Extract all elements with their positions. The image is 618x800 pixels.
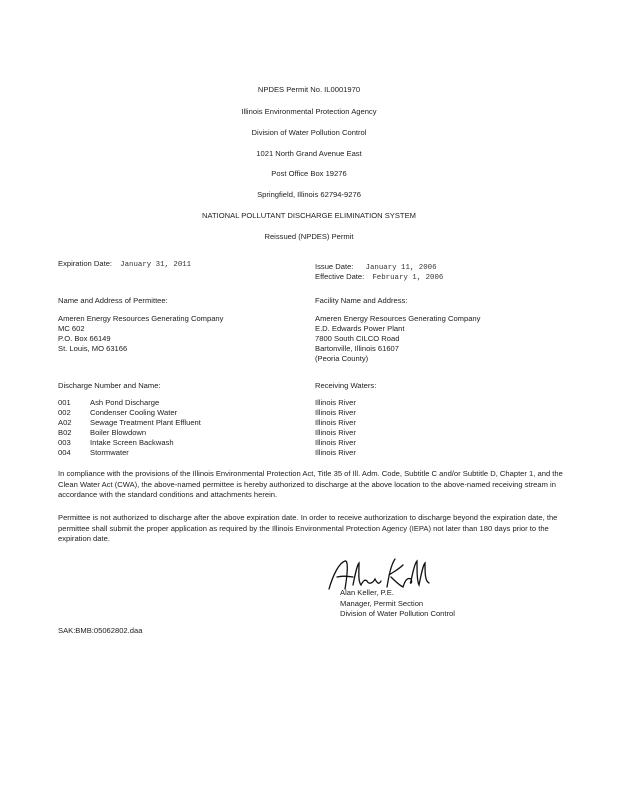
signer-name: Alan Keller, P.E.: [340, 588, 394, 597]
facility-line: E.D. Edwards Power Plant: [315, 324, 405, 333]
discharge-number: A02: [58, 418, 72, 427]
expiration-paragraph: Permittee is not authorized to discharge after the above expiration date. In order to receive authorization to discharge beyond the expiration date, the permittee shall submit the proper application as required by the Illinois Environmental Protection Agency (IEPA) not later than 180 days prior to the expiration date.: [58, 513, 558, 543]
compliance-paragraph: In compliance with the provisions of the Illinois Environmental Protection Act, Title 35 of Ill. Adm. Code, Subtitle C and/or Subtitle D, Chapter 1, and the Clean Water Act (CWA), the above-named permittee is hereby authorized to discharge at the above location to the above-named receiving stream in accordance with the standard conditions and attachments herein.: [58, 469, 563, 499]
discharge-number: 003: [58, 438, 71, 447]
discharge-name: Condenser Cooling Water: [90, 408, 178, 417]
facility-line: 7800 South CILCO Road: [315, 334, 400, 343]
receiving-waters-heading: Receiving Waters:: [315, 381, 377, 390]
effective-date-label: Effective Date:: [315, 272, 365, 281]
effective-date-value: February 1, 2006: [372, 274, 444, 282]
agency-po-box: Post Office Box 19276: [271, 169, 347, 178]
discharge-name: Boiler Blowdown: [90, 428, 147, 437]
permittee-line: MC 602: [58, 324, 85, 333]
discharge-number: 001: [58, 398, 71, 407]
issue-date: [315, 262, 437, 272]
permittee-line: Ameren Energy Resources Generating Company: [58, 314, 224, 323]
agency-street: 1021 North Grand Avenue East: [256, 149, 362, 158]
effective-date: [315, 272, 443, 282]
receiving-water: Illinois River: [315, 438, 356, 447]
expiration-date: [58, 259, 191, 269]
discharge-number: 004: [58, 448, 71, 457]
facility-line: (Peoria County): [315, 354, 369, 363]
issue-date-label: Issue Date:: [315, 262, 354, 271]
facility-address: [315, 314, 480, 364]
receiving-water: Illinois River: [315, 448, 356, 457]
receiving-water: Illinois River: [315, 418, 356, 427]
facility-line: Ameren Energy Resources Generating Company: [315, 314, 481, 323]
facility-line: Bartonville, Illinois 61607: [315, 344, 400, 353]
receiving-water: Illinois River: [315, 408, 356, 417]
agency-city: Springfield, Illinois 62794-9276: [257, 190, 361, 199]
division-name: Division of Water Pollution Control: [251, 128, 367, 137]
permittee-heading: Name and Address of Permittee:: [58, 296, 168, 305]
signature-block: [340, 588, 455, 620]
discharge-name: Sewage Treatment Plant Effluent: [90, 418, 201, 427]
discharge-number: 002: [58, 408, 71, 417]
file-reference: SAK:BMB:05062802.daa: [58, 626, 143, 635]
system-title: NATIONAL POLLUTANT DISCHARGE ELIMINATION SYSTEM: [202, 211, 416, 220]
discharge-name: Stormwater: [90, 448, 129, 457]
receiving-water: Illinois River: [315, 428, 356, 437]
signer-title: Manager, Permit Section: [340, 598, 424, 608]
signer-division: Division of Water Pollution Control: [340, 609, 455, 618]
discharge-number: B02: [58, 428, 72, 437]
permit-type: Reissued (NPDES) Permit: [264, 232, 354, 241]
receiving-water: Illinois River: [315, 398, 356, 407]
permit-number: NPDES Permit No. IL0001970: [257, 85, 361, 94]
issue-date-value: January 11, 2006: [365, 264, 437, 272]
discharge-name: Intake Screen Backwash: [90, 438, 174, 447]
agency-name: Illinois Environmental Protection Agency: [241, 107, 377, 116]
permittee-line: St. Louis, MO 63166: [58, 344, 128, 353]
expiration-date-value: January 31, 2011: [120, 261, 192, 269]
discharge-name: Ash Pond Discharge: [90, 398, 160, 407]
expiration-date-label: Expiration Date:: [58, 259, 113, 268]
permittee-address: [58, 314, 223, 354]
facility-heading: Facility Name and Address:: [315, 296, 408, 305]
permittee-line: P.O. Box 66149: [58, 334, 111, 343]
discharge-heading: Discharge Number and Name:: [58, 381, 161, 390]
